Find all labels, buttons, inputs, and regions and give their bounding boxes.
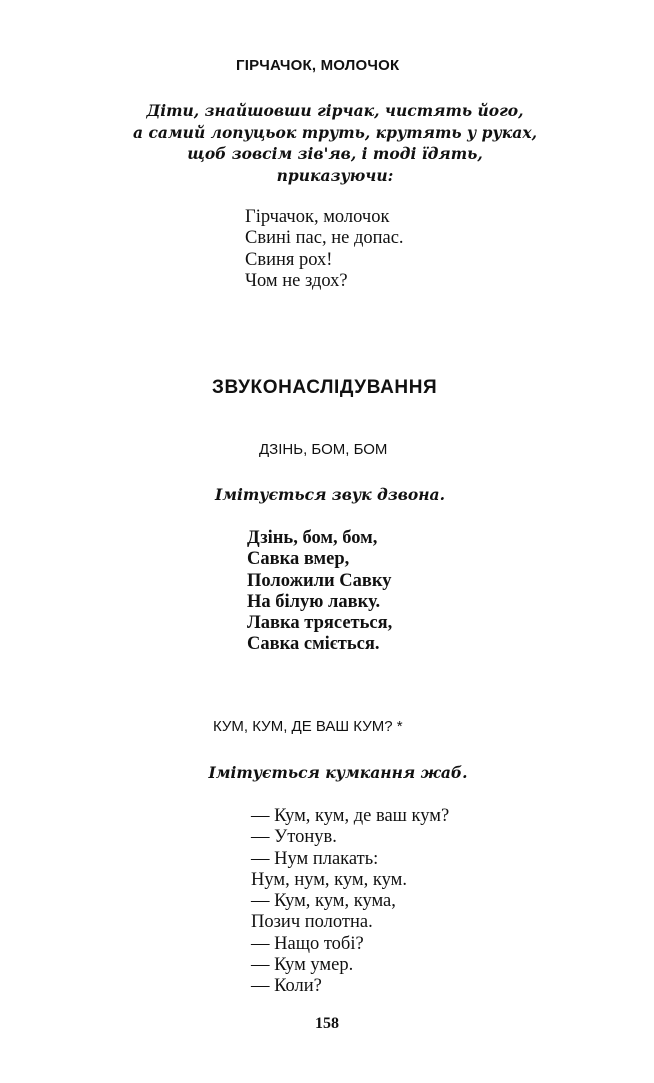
poem-title-kum-kum: КУМ, КУМ, ДЕ ВАШ КУМ? *	[213, 718, 403, 735]
page-number: 158	[315, 1015, 339, 1032]
intro-line: Діти, знайшовши гірчак, чистять його,	[146, 101, 524, 120]
verse-line: — Кум, кум, де ваш кум?	[251, 806, 450, 826]
section-title-girchachok: ГІРЧАЧОК, МОЛОЧОК	[236, 57, 400, 74]
chapter-title: ЗВУКОНАСЛІДУВАННЯ	[212, 377, 438, 398]
intro-dzin-bom	[160, 484, 500, 506]
verse-line: — Нащо тобі?	[251, 933, 364, 954]
intro-line: Імітується звук дзвона.	[215, 485, 445, 504]
poem-title-dzin-bom: ДЗІНЬ, БОМ, БОМ	[259, 441, 388, 458]
verse-line: Положили Савку	[247, 570, 392, 591]
verse-line: — Кум, кум, кума,	[251, 891, 396, 912]
verse-line: Нум, нум, кум, кум.	[251, 869, 407, 890]
verse-line: — Коли?	[251, 976, 322, 997]
intro-line: щоб зовсім зів'яв, і тоді їдять,	[187, 144, 483, 163]
verse-line: Дзінь, бом, бом,	[247, 528, 378, 548]
verse-line: Свині пас, не допас.	[245, 228, 404, 249]
verse-line: Лавка трясеться,	[247, 613, 393, 634]
verse-line: Чом не здох?	[245, 270, 348, 291]
verse-line: — Нум плакать:	[251, 848, 379, 869]
verse-line: Савка вмер,	[247, 549, 350, 570]
verse-dzin-bom	[247, 528, 392, 656]
verse-girchachok	[245, 207, 404, 292]
verse-kum-kum	[251, 806, 449, 998]
verse-line: Свиня рох!	[245, 249, 333, 270]
verse-line: Савка сміється.	[247, 634, 380, 655]
verse-line: Позич полотна.	[251, 912, 373, 933]
intro-line: а самий лопуцьок труть, крутять у руках,	[133, 122, 537, 142]
verse-line: На білую лавку.	[247, 591, 381, 612]
verse-line: Гірчачок, молочок	[245, 207, 390, 227]
intro-line: Імітується кумкання жаб.	[208, 763, 468, 782]
intro-line: приказуючи:	[276, 165, 394, 185]
intro-kum-kum	[138, 762, 538, 784]
intro-girchachok	[100, 100, 570, 186]
verse-line: — Кум умер.	[251, 955, 354, 976]
verse-line: — Утонув.	[251, 827, 337, 848]
